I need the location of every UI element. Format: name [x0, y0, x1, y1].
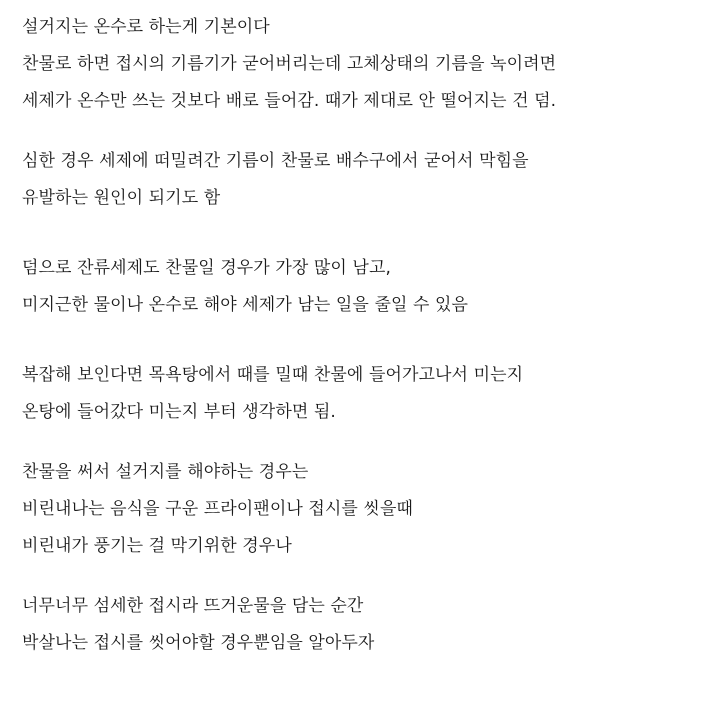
- text-line: 미지근한 물이나 온수로 해야 세제가 남는 일을 줄일 수 있음: [22, 295, 469, 315]
- paragraph-residual-detergent: [22, 250, 720, 324]
- paragraph-spacer: [22, 431, 720, 454]
- text-line: 심한 경우 세제에 떠밀려간 기름이 찬물로 배수구에서 굳어서 막힘을: [22, 151, 529, 171]
- paragraph-spacer: [22, 324, 720, 357]
- text-line: 설거지는 온수로 하는게 기본이다: [22, 17, 270, 37]
- paragraph-spacer: [22, 565, 720, 588]
- paragraph-bathhouse-analogy: [22, 357, 720, 431]
- paragraph-spacer: [22, 217, 720, 250]
- text-line: 유발하는 원인이 되기도 함: [22, 188, 221, 208]
- text-line: 찬물로 하면 접시의 기름기가 굳어버리는데 고체상태의 기름을 녹이려면: [22, 54, 557, 74]
- text-line: 덤으로 잔류세제도 찬물일 경우가 가장 많이 남고,: [22, 258, 391, 278]
- paragraph-hot-water-basics: [22, 9, 720, 120]
- text-line: 복잡해 보인다면 목욕탕에서 때를 밀때 찬물에 들어가고나서 미는지: [22, 365, 524, 385]
- paragraph-cold-water-cases: [22, 454, 720, 565]
- text-line: 세제가 온수만 쓰는 것보다 배로 들어감. 때가 제대로 안 떨어지는 건 덤.: [22, 91, 557, 111]
- text-line: 너무너무 섬세한 접시라 뜨거운물을 담는 순간: [22, 596, 364, 616]
- paragraph-delicate-dishes: [22, 588, 720, 662]
- text-line: 박살나는 접시를 씻어야할 경우뿐임을 알아두자: [22, 633, 375, 653]
- text-line: 비린내가 풍기는 걸 막기위한 경우나: [22, 536, 292, 556]
- paragraph-spacer: [22, 120, 720, 143]
- text-line: 비린내나는 음식을 구운 프라이팬이나 접시를 씻을때: [22, 499, 414, 519]
- text-line: 온탕에 들어갔다 미는지 부터 생각하면 됨.: [22, 402, 336, 422]
- paragraph-drain-clog: [22, 143, 720, 217]
- text-line: 찬물을 써서 설거지를 해야하는 경우는: [22, 462, 309, 482]
